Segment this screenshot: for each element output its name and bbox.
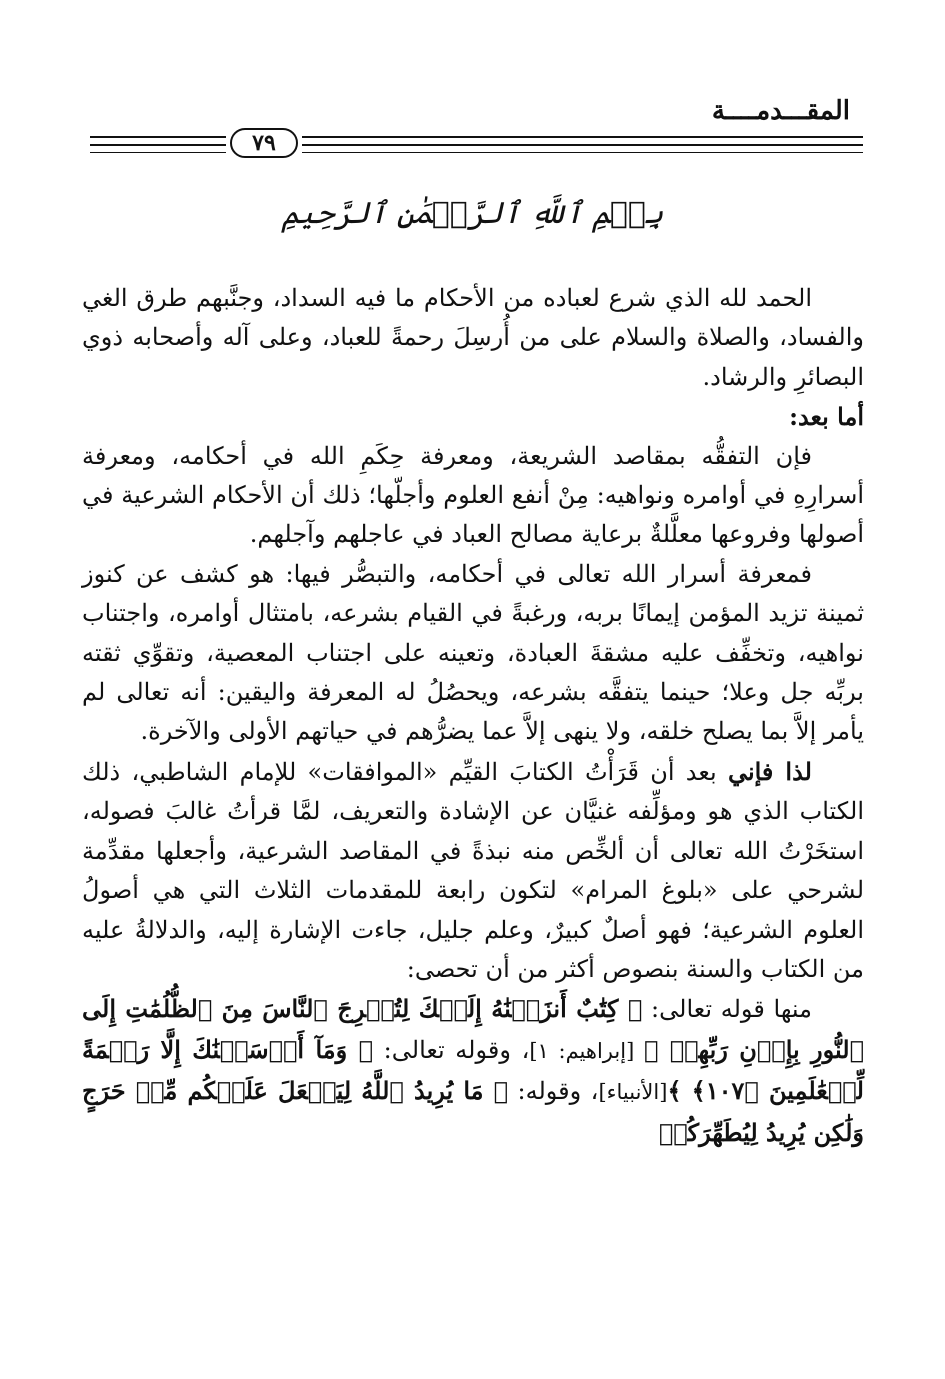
quran-verse: ﴿ مَا يُرِيدُ ٱللَّهُ لِيَجۡعَلَ عَلَيۡكُم مِّنۡ حَرَجٍ وَلَٰكِن يُرِيدُ لِيُطَهِّرَكُمۡ [82, 1076, 864, 1147]
header-rule [90, 128, 863, 158]
running-title: المقـــدمــــة [711, 96, 850, 126]
basmala: بِسۡمِ ٱللَّهِ ٱلرَّحۡمَٰنِ ٱلرَّحِيمِ [281, 196, 664, 231]
section-heading: أما بعد: [789, 402, 864, 432]
paragraph-secrets: فمعرفة أسرار الله تعالى في أحكامه، والتبصُّر فيها: هو كشف عن كنوز ثمينة تزيد المؤمن إيمانًا بربه، ورغبةً في القيام بشرعه، بامتثال أوامره، واجتناب نواهيه، وتخفِّف عليه مشقةَ العبادة، وتعينه على اجتناب المعصية، وتقوِّي ثقته بربِّه جل وعلا؛ حينما يتفقَّه بشرعه، ويحصُلُ له المعرفة واليقين: أنه تعالى لم يأمر إلاَّ بما يصلح خلقه، ولا ينهى إلاَّ عما يضرُّهم في حياتهم الأولى والآخرة. [82, 559, 864, 746]
paragraph-verses [82, 989, 864, 1153]
rule-line [302, 152, 863, 153]
paragraph-text: ، وقوله تعالى: [373, 1035, 530, 1064]
lead-phrase: لذا فإني [727, 756, 812, 786]
rule-line [302, 144, 863, 146]
verse-citation: [إبراهيم: ١] [529, 1038, 644, 1063]
paragraph-muwafaqat [82, 752, 864, 989]
quran-verse: ﴿ كِتَٰبٌ أَنزَلۡنَٰهُ إِلَيۡكَ لِتُخۡرِجَ ٱلنَّاسَ مِنَ ٱلظُّلُمَٰتِ إِلَى ٱلنُّورِ بِإِذۡنِ رَبِّهِمۡ ﴾ [82, 994, 864, 1064]
rule-line [90, 152, 226, 153]
paragraph-text: ، وقوله: [508, 1077, 599, 1106]
paragraph-fiqh: فإن التفقُّه بمقاصد الشريعة، ومعرفة حِكَمِ الله في أحكامه، ومعرفة أسرارِهِ في أوامره ونواهيه: مِنْ أنفع العلوم وأجلّها؛ ذلك أن الأحكام الشرعية في أصولها وفروعها معلَّلةٌ برعاية مصالح العباد في عاجلهم وآجلهم. [82, 441, 864, 549]
paragraph-text: منها قوله تعالى: [642, 995, 812, 1024]
paragraph-text: بعد أن قَرَأْتُ الكتابَ القيِّم «الموافقات» للإمام الشاطبي، ذلك الكتاب الذي هو ومؤلِّفه غنيَّان عن الإشادة والتعريف، لمَّا قرأتُ غالبَ فصوله، استخَرْتُ الله تعالى أن ألخِّص منه نبذةً في المقاصد الشرعية، وأجعلها مقدِّمة لشرحي على «بلوغ المرام» لتكون رابعة للمقدمات الثلاث التي هي أصولُ العلوم الشرعية؛ فهو أصلٌ كبيرٌ، وعلم جليل، جاءت الإشارة إليه، والدلالةُ عليه من الكتاب والسنة بنصوص أكثر من أن تحصى: [82, 757, 864, 983]
quran-verse: ﴿ وَمَآ أَرۡسَلۡنَٰكَ إِلَّا رَحۡمَةً لِّلۡعَٰلَمِينَ ﴿١٠٧﴾ ﴾ [82, 1034, 864, 1106]
paragraph-intro: الحمد لله الذي شرع لعباده من الأحكام ما فيه السداد، وجنَّبهم طرق الغي والفساد، والصلاة والسلام على من أُرسِلَ رحمةً للعباد، وعلى آله وأصحابه ذوي البصائرِ والرشاد. [82, 284, 864, 391]
page-number: ٧٩ [230, 128, 298, 158]
rule-line [90, 144, 226, 146]
main-text [82, 279, 864, 1153]
verse-citation: [الأنبياء] [598, 1080, 668, 1105]
rule-line [302, 136, 863, 138]
rule-line [90, 136, 226, 138]
